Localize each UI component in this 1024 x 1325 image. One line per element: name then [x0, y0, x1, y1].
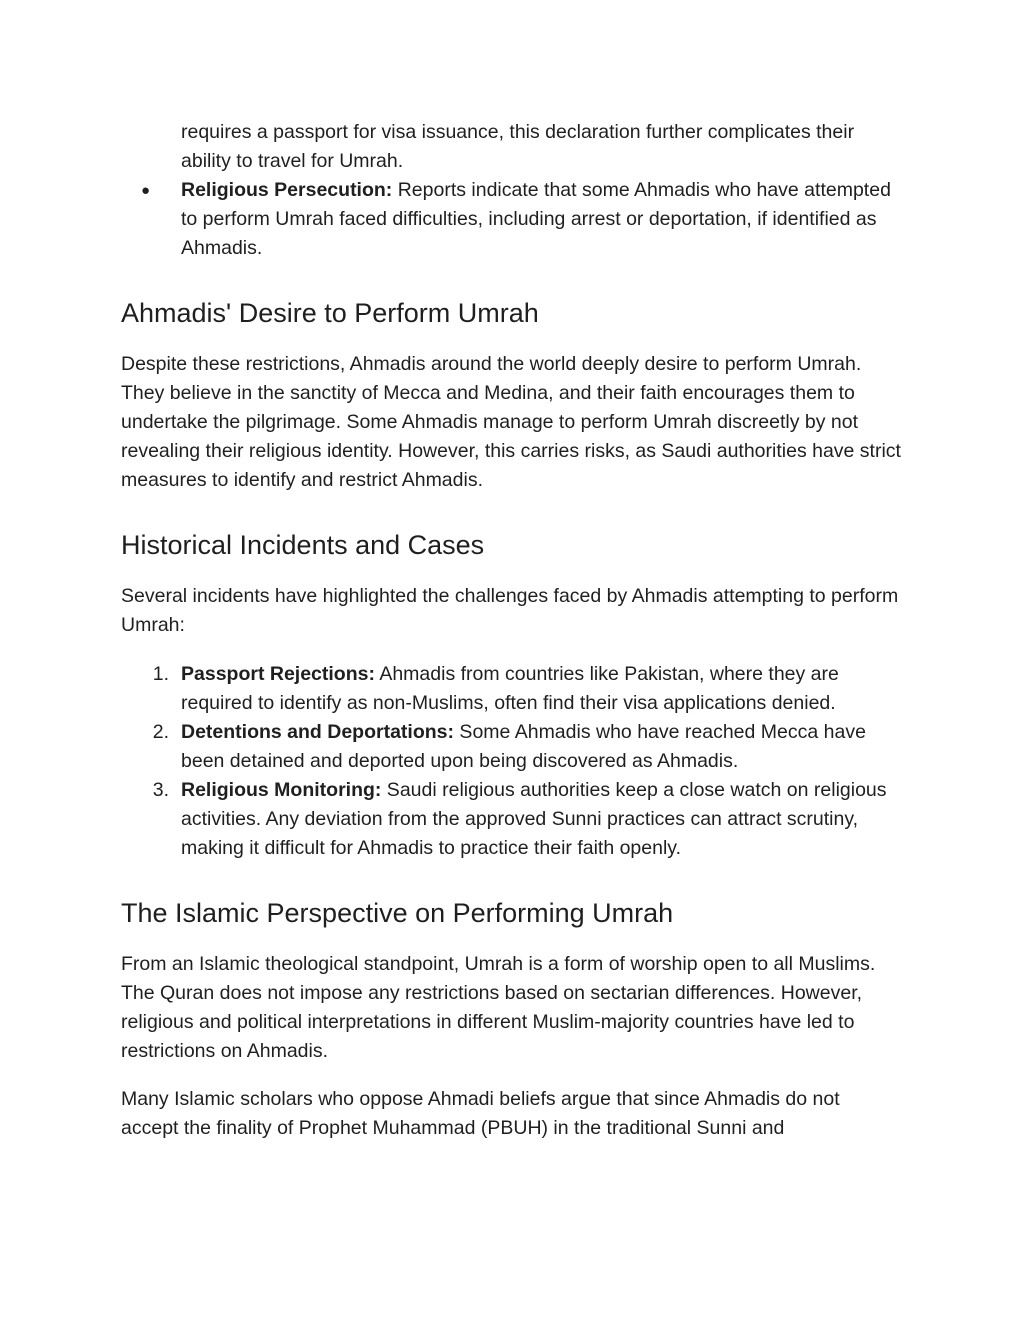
list-item-text: Saudi religious authorities keep a close watch on religious activities. Any deviation from the approved Sunni practices can attract scrutiny, making it difficult for Ahmadis to practice their faith openly. — [181, 779, 887, 859]
list-item — [121, 660, 901, 718]
section-heading: Ahmadis' Desire to Perform Umrah — [121, 298, 539, 328]
list-number: 2. — [152, 721, 169, 743]
list-item-term: Religious Monitoring: — [181, 779, 382, 801]
list-item-term: Detentions and Deportations: — [181, 721, 455, 743]
section-paragraph: Many Islamic scholars who oppose Ahmadi beliefs argue that since Ahmadis do not accept the finality of Prophet Muhammad (PBUH) in the traditional Sunni and — [121, 1088, 840, 1139]
list-item — [121, 176, 901, 263]
numbered-list — [121, 660, 901, 863]
section-heading: The Islamic Perspective on Performing Umrah — [121, 898, 674, 928]
list-item-text: Reports indicate that some Ahmadis who have attempted to perform Umrah faced difficulties, including arrest or deportation, if identified as Ahmadis. — [181, 179, 891, 259]
section-paragraph: Despite these restrictions, Ahmadis around the world deeply desire to perform Umrah. They believe in the sanctity of Mecca and Medina, and their faith encourages them to undertake the pilgrimage. Some Ahmadis manage to perform Umrah discreetly by not revealing their religious identity. However, this carries risks, as Saudi authorities have strict measures to identify and restrict Ahmadis. — [121, 353, 901, 491]
document-page — [121, 118, 901, 1143]
list-item-text: Ahmadis from countries like Pakistan, where they are required to identify as non-Muslims, often find their visa applications denied. — [181, 663, 839, 714]
section-paragraph: Several incidents have highlighted the challenges faced by Ahmadis attempting to perform Umrah: — [121, 585, 899, 636]
list-number: 3. — [152, 779, 169, 801]
section-paragraph: From an Islamic theological standpoint, Umrah is a form of worship open to all Muslims. The Quran does not impose any restrictions based on sectarian differences. However, religious and political interpretations in different Muslim-majority countries have led to restrictions on Ahmadis. — [121, 953, 876, 1062]
list-item — [121, 776, 901, 863]
list-item-term: Passport Rejections: — [181, 663, 375, 685]
bullet-list — [121, 176, 901, 263]
continued-paragraph: requires a passport for visa issuance, this declaration further complicates their ability to travel for Umrah. — [181, 121, 855, 172]
list-item-term: Religious Persecution: — [181, 179, 393, 201]
list-number: 1. — [152, 663, 169, 685]
section-heading: Historical Incidents and Cases — [121, 530, 485, 560]
list-item — [121, 718, 901, 776]
list-item-text: Some Ahmadis who have reached Mecca have been detained and deported upon being discovered as Ahmadis. — [181, 721, 866, 772]
bullet-icon: ● — [141, 182, 151, 199]
